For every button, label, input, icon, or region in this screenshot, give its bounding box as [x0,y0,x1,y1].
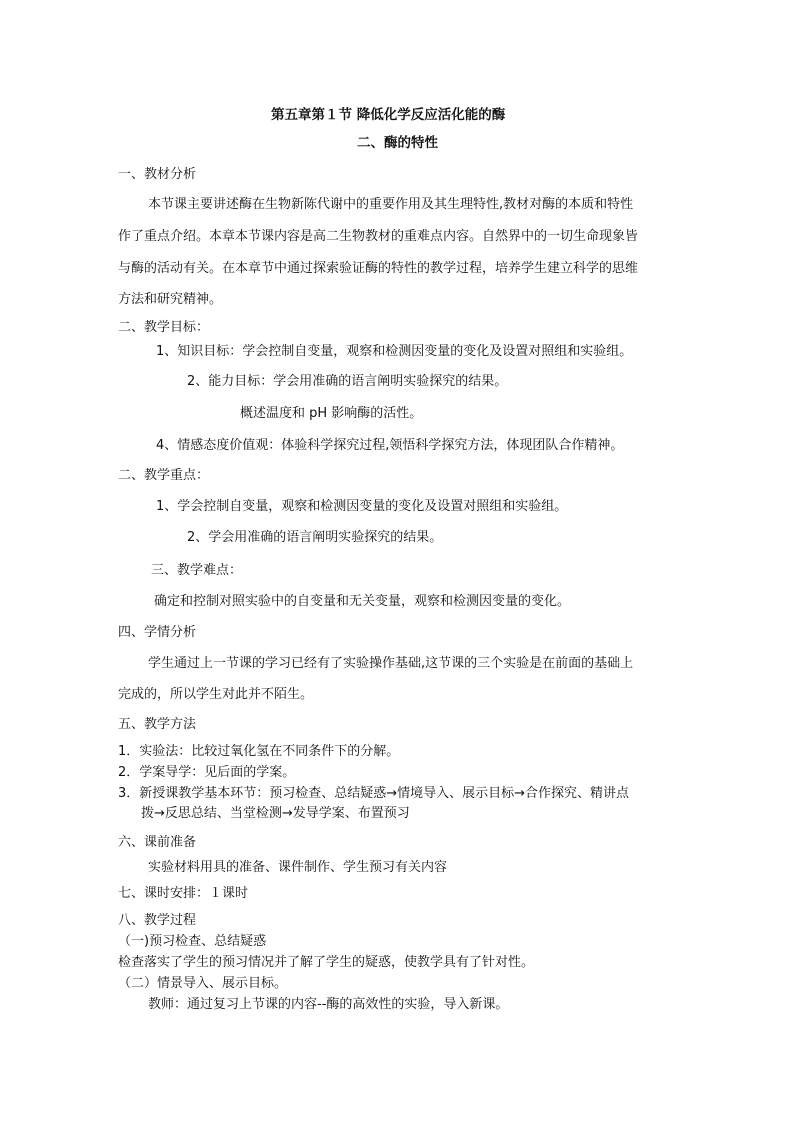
process-subheading: （二）情景导入、展示目标。 [118,976,288,991]
method-item-continued: 拨→反思总结、当堂检测→发导学案、布置预习 [141,806,410,821]
keypoint-item: 1、学会控制自变量，观察和检测因变量的变化及设置对照组和实验组。 [156,499,568,514]
section-heading-goals: 二、教学目标： [118,320,210,335]
paragraph-line: 方法和研究精神。 [118,292,223,307]
preparation-text: 实验材料用具的准备、课件制作、学生预习有关内容 [148,860,448,875]
goal-item: 4、情感态度价值观：体验科学探究过程,领悟科学探究方法，体现团队合作精神。 [156,438,624,453]
section-heading-schedule: 七、课时安排：１课时 [118,886,249,901]
section-heading-methods: 五、教学方法 [118,717,197,732]
paragraph-line: 本节课主要讲述酶在生物新陈代谢中的重要作用及其生理特性,教材对酶的本质和特性 [148,197,634,212]
paragraph-line: 完成的，所以学生对此并不陌生。 [118,687,314,702]
difficulty-text: 确定和控制对照实验中的自变量和无关变量，观察和检测因变量的变化。 [154,594,571,609]
section-heading-analysis: 一、教材分析 [118,167,197,182]
process-text: 教师：通过复习上节课的内容--酶的高效性的实验，导入新课。 [148,997,509,1012]
goal-item: 1、知识目标：学会控制自变量，观察和检测因变量的变化及设置对照组和实验组。 [156,344,633,359]
doc-title: 第五章第１节 降低化学反应活化能的酶 [271,107,506,123]
section-heading-difficulties: 三、教学难点： [151,563,243,578]
section-heading-students: 四、学情分析 [118,625,197,640]
section-heading-preparation: 六、课前准备 [118,835,197,850]
method-item: 1．实验法：比较过氧化氢在不同条件下的分解。 [118,744,400,759]
process-text: 检查落实了学生的预习情况并了解了学生的疑惑，使教学具有了针对性。 [118,955,535,970]
process-subheading: （一)预习检查、总结疑惑 [118,934,267,949]
keypoint-item: 2、学会用准确的语言阐明实验探究的结果。 [187,530,443,545]
goal-item: 概述温度和 pH 影响酶的活性。 [240,406,423,421]
section-heading-process: 八、教学过程 [118,913,197,928]
goal-item: 2、能力目标：学会用准确的语言阐明实验探究的结果。 [187,374,508,389]
paragraph-line: 学生通过上一节课的学习已经有了实验操作基础,这节课的三个实验是在前面的基础上 [148,656,634,671]
method-item: 2．学案导学：见后面的学案。 [118,765,296,780]
doc-subtitle: 二、酶的特性 [357,135,438,151]
paragraph-line: 作了重点介绍。本章本节课内容是高二生物教材的重难点内容。自然界中的一切生命现象皆 [118,229,639,244]
paragraph-line: 与酶的活动有关。在本章节中通过探索验证酶的特性的教学过程，培养学生建立科学的思维 [118,261,639,276]
method-item: 3．新授课教学基本环节：预习检查、总结疑惑→情境导入、展示目标→合作探究、精讲点 [118,786,630,801]
section-heading-keypoints: 二、教学重点： [118,468,210,483]
